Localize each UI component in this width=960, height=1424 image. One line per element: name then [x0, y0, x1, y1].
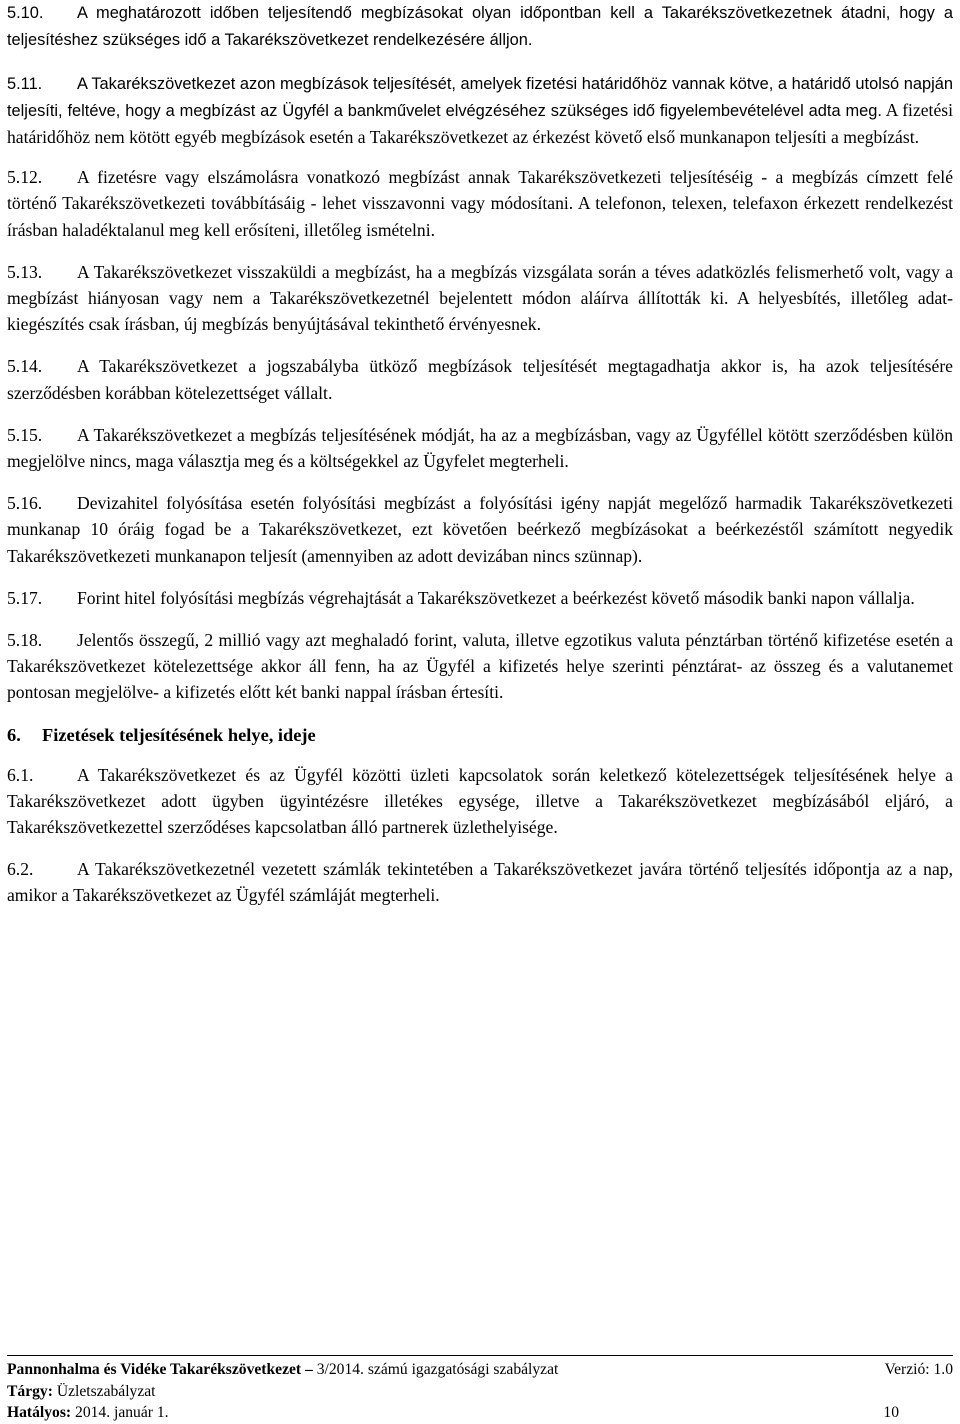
footer-version-label: Verzió: [884, 1361, 930, 1378]
paragraph-5-13 [7, 259, 953, 338]
document-page [7, 0, 953, 925]
paragraph-text: Jelentős összegű, 2 millió vagy azt meghaladó forint, valuta, illetve egzotikus valuta pénztárban történő kifizetése esetén a Takarékszövetkezet kötelezettsége akkor áll fenn, ha az Ügyfél a kifizetés helye szerinti pénztárat- az összeg és a valutanemet pontosan megjelölve- a kifizetés előtt két banki nappal írásban értesíti. [7, 630, 953, 703]
section-number: 6. [7, 724, 21, 745]
paragraph-5-17 [7, 585, 953, 611]
paragraph-number: 5.13. [7, 261, 43, 282]
footer-subject-value: Üzletszabályzat [56, 1382, 156, 1400]
paragraph-5-14 [7, 353, 953, 405]
footer-row-effective [7, 1402, 953, 1424]
paragraph-text: A fizetésre vagy elszámolásra vonatkozó megbízást annak Takarékszövetkezeti teljesítéséig - a megbízás címzett felé történő Takarékszövetkezeti továbbításáig - lehet visszavonni vagy módosítani. A telefonon, telexen, telefaxon érkezett rendelkezést írásban haladéktalanul meg kell erősíteni, illetőleg ismételni. [7, 167, 953, 240]
paragraph-number: 5.15. [7, 424, 43, 445]
paragraph-text: A Takarékszövetkezet a megbízás teljesítésének módját, ha az a megbízásban, vagy az Ügyféllel kötött szerződésben külön megjelölve nincs, maga választja meg és a költségekkel az Ügyfelet megterheli. [7, 424, 953, 472]
page-number: 10 [883, 1404, 899, 1421]
footer-version-value: 1.0 [933, 1361, 953, 1378]
paragraph-number: 5.16. [7, 493, 43, 514]
paragraph-5-18 [7, 627, 953, 706]
paragraph-text: A Takarékszövetkezet visszaküldi a megbízást, ha a megbízás vizsgálata során a téves adatközlés felismerhető volt, vagy a megbízást hiányosan vagy nem a Takarékszövetkezetnél bejelentett módon aláírva állították ki. A helyesbítés, illetőleg adat-kiegészítés csak írásban, új megbízás benyújtásával tekinthető érvényesnek. [7, 261, 953, 335]
paragraph-number: 5.11. [7, 74, 43, 93]
paragraph-number: 6.1. [7, 764, 34, 785]
paragraph-5-15 [7, 422, 953, 474]
paragraph-text: Devizahitel folyósítása esetén folyósítási megbízást a folyósítási igény napját megelőző harmadik Takarékszövetkezeti munkanap 10 óráig fogad be a Takarékszövetkezet, ezt követően beérkező megbízásokat a beérkezéstől számított negyedik Takarékszövetkezeti munkanapon teljesít (amennyiben az adott devizában nincs szünnap). [7, 493, 953, 566]
footer-org: Pannonhalma és Vidéke Takarékszövetkezet [7, 1361, 302, 1378]
paragraph-number: 5.14. [7, 356, 43, 377]
footer-effective-value: 2014. január 1. [75, 1404, 169, 1421]
paragraph-6-1 [7, 762, 953, 841]
paragraph-text: Forint hitel folyósítási megbízás végrehajtását a Takarékszövetkezet a beérkezést követő második banki napon vállalja. [77, 587, 915, 608]
paragraph-5-11 [7, 70, 953, 151]
footer-version [885, 1359, 953, 1381]
paragraph-5-10 [7, 0, 953, 54]
paragraph-text-continued: A fizetési határidőhöz nem kötött egyéb megbízások esetén a Takarékszövetkezet az érkezést követő első munkanapon teljesíti a megbízást. [7, 99, 953, 147]
paragraph-text: A Takarékszövetkezet és az Ügyfél közötti üzleti kapcsolatok során keletkező kötelezettségek teljesítésének helye a Takarékszövetkezet adott ügyben ügyintézésre illetékes egysége, illetve a Takarékszövetkezet megbízásából eljáró, a Takarékszövetkezettel szerződéses kapcsolatban álló partnerek üzlethelyisége. [7, 764, 953, 838]
footer-row-subject [7, 1381, 953, 1403]
paragraph-text: A Takarékszövetkezet azon megbízások teljesítését, amelyek fizetési határidőhöz vannak kötve, a határidő utolsó napján teljesíti, feltéve, hogy a megbízást az Ügyfél a bankművelet elvégzéséhez szükséges idő figyelembevételével adta meg. [7, 74, 953, 120]
footer-separator: – [301, 1361, 317, 1378]
paragraph-number: 5.10. [7, 4, 44, 22]
paragraph-text: A Takarékszövetkezetnél vezetett számlák tekintetében a Takarékszövetkezet javára történő teljesítés időpontja az a nap, amikor a Takarékszövetkezet az Ügyfél számláját megterheli. [7, 859, 953, 906]
section-heading [7, 722, 953, 748]
footer-regulation-number: 3/2014. [316, 1361, 364, 1378]
paragraph-number: 6.2. [7, 859, 34, 880]
page-footer [7, 1355, 953, 1424]
paragraph-number: 5.18. [7, 630, 43, 651]
footer-regulation-text: számú igazgatósági szabályzat [363, 1361, 559, 1378]
footer-subject-label: Tárgy: [7, 1382, 53, 1400]
paragraph-6-2 [7, 856, 953, 908]
footer-row-regulation [7, 1359, 953, 1381]
paragraph-5-16 [7, 490, 953, 569]
paragraph-number: 5.12. [7, 167, 43, 188]
paragraph-text: A meghatározott időben teljesítendő megbízásokat olyan időpontban kell a Takarékszövetkezetnek átadni, hogy a teljesítéshez szükséges idő a Takarékszövetkezet rendelkezésére álljon. [7, 4, 953, 49]
paragraph-text: A Takarékszövetkezet a jogszabályba ütköző megbízások teljesítését megtagadhatja akkor is, ha azok teljesítésére szerződésben korábban kötelezettséget vállalt. [7, 356, 953, 403]
section-title: Fizetések teljesítésének helye, ideje [42, 724, 316, 745]
footer-effective-label: Hatályos: [7, 1404, 72, 1421]
paragraph-number: 5.17. [7, 587, 43, 608]
paragraph-5-12 [7, 164, 953, 243]
